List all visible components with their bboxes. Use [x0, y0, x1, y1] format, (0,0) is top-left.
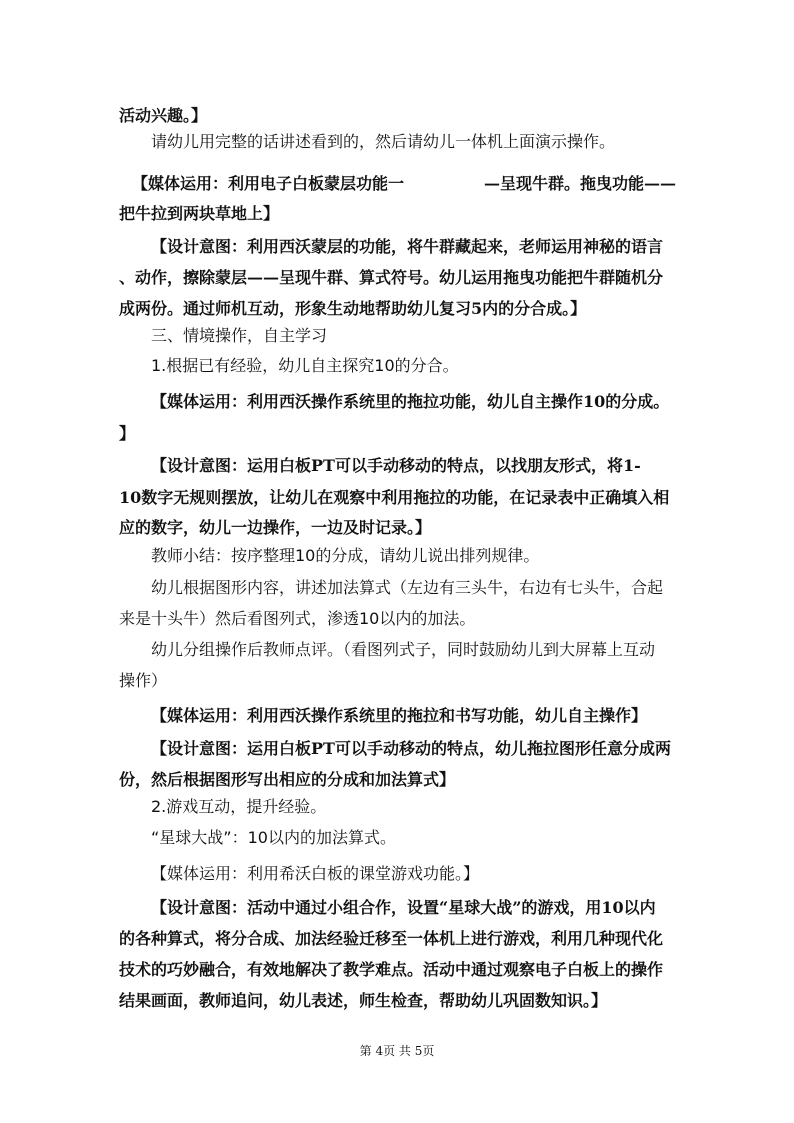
text-line: 活动兴趣。】 — [119, 106, 208, 125]
text-line: 请幼儿用完整的话讲述看到的，然后请幼儿一体机上面演示操作。 — [151, 132, 616, 151]
text-line: 2.游戏互动，提升经验。 — [151, 797, 327, 816]
text-line: 教师小结：按序整理10的分成，请幼儿说出排列规律。 — [151, 546, 540, 565]
text-line: 幼儿根据图形内容，讲述加法算式（左边有三头牛，右边有七头牛，合起 — [151, 578, 664, 597]
text-line: 应的数字，幼儿一边操作，一边及时记录。】 — [119, 518, 432, 537]
text-line: 10数字无规则摆放，让幼儿在观察中利用拖拉的功能，在记录表中正确填入相 — [119, 488, 670, 507]
text-line: 、动作，擦除蒙层——呈现牛群、算式符号。幼儿运用拖曳功能把牛群随机分 — [119, 268, 664, 287]
text-line: 【媒体运用：利用希沃白板的课堂游戏功能。】 — [151, 864, 480, 883]
text-line: 的各种算式，将分合成、加法经验迁移至一体机上进行游戏，利用几种现代化 — [119, 929, 664, 948]
text-line: 操作） — [119, 671, 168, 690]
text-line: 【设计意图：活动中通过小组合作，设置“星球大战”的游戏，用10以内 — [151, 898, 656, 917]
text-line: 1.根据已有经验，幼儿自主探究10的分合。 — [151, 356, 459, 375]
page-footer: 第 4页 共 5页 — [359, 1044, 435, 1058]
text-line: 【设计意图：利用西沃蒙层的功能，将牛群藏起来，老师运用神秘的语言 — [151, 237, 664, 256]
text-line: 把牛拉到两块草地上】 — [119, 204, 280, 223]
text-line: 【媒体运用：利用西沃操作系统里的拖拉和书写功能，幼儿自主操作】 — [151, 706, 648, 725]
text-line: 【媒体运用：利用西沃操作系统里的拖拉功能，幼儿自主操作10的分成。 — [151, 392, 670, 411]
text-line: 技术的巧妙融合，有效地解决了教学难点。活动中通过观察电子白板上的操作 — [119, 960, 664, 979]
text-line: 成两份。通过师机互动，形象生动地帮助幼儿复习5内的分合成。】 — [119, 299, 587, 318]
text-line: 结果画面，教师追问，幼儿表述，师生检查，帮助幼儿巩固数知识。】 — [119, 991, 608, 1010]
text-line: 份，然后根据图形写出相应的分成和加法算式】 — [119, 770, 456, 789]
text-line: 【设计意图：运用白板PT可以手动移动的特点，幼儿拖拉图形任意分成两 — [151, 739, 671, 758]
text-line: 】 — [119, 424, 136, 443]
text-line: —呈现牛群。拖曳功能—— — [484, 174, 677, 193]
text-line: 幼儿分组操作后教师点评。（看图列式子，同时鼓励幼儿到大屏幕上互动 — [151, 640, 656, 659]
section-heading: 三、情境操作，自主学习 — [151, 326, 328, 345]
text-line: 来是十头牛）然后看图列式，渗透10以内的加法。 — [119, 609, 476, 628]
text-line: “星球大战”：10以内的加法算式。 — [151, 828, 396, 847]
text-line: 【媒体运用：利用电子白板蒙层功能一 — [132, 174, 405, 193]
text-line: 【设计意图：运用白板PT可以手动移动的特点，以找朋友形式，将1- — [151, 456, 641, 475]
